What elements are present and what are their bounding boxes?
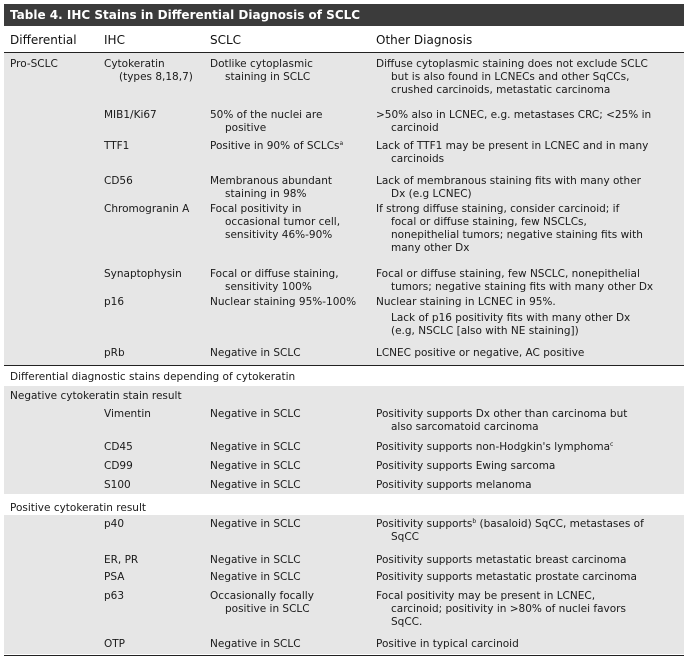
header-ihc: IHC	[104, 33, 125, 47]
sclc-cell: Negative in SCLC	[210, 518, 301, 530]
other-cell: Positivity supports metastatic prostate carcinoma	[376, 571, 637, 583]
other-cell: Lack of membranous staining fits with many other	[376, 175, 641, 187]
other-cell	[376, 518, 644, 531]
other-cell: focal or diffuse staining, few NSCLCs,	[391, 216, 587, 228]
header-differential: Differential	[10, 33, 77, 47]
sclc-cell: Negative in SCLC	[210, 554, 301, 566]
other-cell: Positivity supports Ewing sarcoma	[376, 460, 556, 472]
sclc-cell: positive in SCLC	[225, 603, 310, 615]
section-heading: Differential diagnostic stains depending of cytokeratin	[10, 371, 296, 383]
other-cell: tumors; negative staining fits with many other Dx	[391, 281, 654, 293]
ihc-cell: ER, PR	[104, 554, 139, 566]
other-cell: but is also found in LCNECs and other SqCCs,	[391, 71, 630, 83]
other-cell: nonepithelial tumors; negative staining fits with	[391, 229, 643, 241]
section-heading: Positive cytokeratin result	[10, 502, 146, 514]
other-cell: Positivity supports melanoma	[376, 479, 532, 491]
sclc-cell: Focal or diffuse staining,	[210, 268, 339, 280]
sclc-cell: Membranous abundant	[210, 175, 332, 187]
ihc-cell: MIB1/Ki67	[104, 109, 157, 121]
sclc-cell	[210, 140, 343, 153]
footnote-marker: a	[339, 140, 344, 147]
sclc-cell: sensitivity 100%	[225, 281, 312, 293]
other-cell: Lack of p16 positivity fits with many other Dx	[391, 312, 631, 324]
sclc-cell: Negative in SCLC	[210, 571, 301, 583]
table-number: Table 4.	[10, 8, 63, 22]
other-cell: SqCC	[391, 531, 419, 543]
other-cell: Focal positivity may be present in LCNEC,	[376, 590, 596, 602]
other-cell: carcinoid	[391, 122, 439, 134]
other-text: Positivity supports	[376, 518, 473, 530]
ihc-cell: OTP	[104, 638, 126, 650]
sclc-cell: Negative in SCLC	[210, 441, 301, 453]
sclc-cell: Nuclear staining 95%-100%	[210, 296, 357, 308]
other-cell: >50% also in LCNEC, e.g. metastases CRC; <25% in	[376, 109, 652, 121]
section-heading: Negative cytokeratin stain result	[10, 390, 182, 402]
positive-band	[4, 515, 684, 654]
ihc-cell: pRb	[104, 347, 125, 359]
other-cell: Focal or diffuse staining, few NSCLC, nonepithelial	[376, 268, 640, 280]
sclc-cell: Negative in SCLC	[210, 479, 301, 491]
ihc-cell: S100	[104, 479, 131, 491]
sclc-cell: sensitivity 46%-90%	[225, 229, 333, 241]
sclc-cell: Negative in SCLC	[210, 460, 301, 472]
table-title	[4, 4, 684, 26]
other-cell: also sarcomatoid carcinoma	[391, 421, 539, 433]
other-cell: Diffuse cytoplasmic staining does not exclude SCLC	[376, 58, 648, 70]
header-other-diagnosis: Other Diagnosis	[376, 33, 473, 47]
sclc-cell: 50% of the nuclei are	[210, 109, 323, 121]
bottom-rule	[4, 655, 684, 656]
other-cell: (e.g, NSCLC [also with NE staining])	[391, 325, 579, 337]
ihc-cell: Cytokeratin	[104, 58, 165, 70]
sclc-cell: Focal positivity in	[210, 203, 302, 215]
sclc-cell: Negative in SCLC	[210, 408, 301, 420]
sclc-cell: staining in SCLC	[225, 71, 311, 83]
group-label-pro-sclc: Pro-SCLC	[10, 58, 58, 70]
other-cell: Lack of TTF1 may be present in LCNEC and in many	[376, 140, 649, 152]
ihc-cell: PSA	[104, 571, 125, 583]
sclc-cell: Negative in SCLC	[210, 347, 301, 359]
sclc-text: Positive in 90% of SCLCs	[210, 140, 340, 152]
sclc-cell: Negative in SCLC	[210, 638, 301, 650]
table-header-row	[4, 26, 684, 53]
ihc-cell: p40	[104, 518, 125, 530]
header-sclc: SCLC	[210, 33, 242, 47]
divider	[4, 365, 684, 366]
ihc-cell: Synaptophysin	[104, 268, 182, 280]
table-title-text: IHC Stains in Differential Diagnosis of SCLC	[66, 8, 361, 22]
other-cell: If strong diffuse staining, consider carcinoid; if	[376, 203, 620, 215]
other-cell: SqCC.	[391, 616, 423, 628]
ihc-cell: p63	[104, 590, 125, 602]
sclc-cell: occasional tumor cell,	[225, 216, 341, 228]
footnote-marker: c	[610, 441, 614, 448]
other-cell: Positivity supports metastatic breast carcinoma	[376, 554, 627, 566]
ihc-cell: TTF1	[104, 140, 130, 152]
sclc-cell: Occasionally focally	[210, 590, 314, 602]
ihc-cell: Chromogranin A	[104, 203, 190, 215]
ihc-cell: (types 8,18,7)	[119, 71, 193, 83]
other-text: (basaloid) SqCC, metastases of	[476, 518, 644, 530]
other-cell: Positivity supports Dx other than carcinoma but	[376, 408, 628, 420]
other-cell	[376, 441, 613, 454]
other-cell: many other Dx	[391, 242, 470, 254]
ihc-cell: CD56	[104, 175, 133, 187]
other-cell: Nuclear staining in LCNEC in 95%.	[376, 296, 556, 308]
other-cell: LCNEC positive or negative, AC positive	[376, 347, 585, 359]
ihc-cell: CD99	[104, 460, 133, 472]
ihc-cell: p16	[104, 296, 125, 308]
other-cell: Positive in typical carcinoid	[376, 638, 519, 650]
other-text: Positivity supports non-Hodgkin's lymphoma	[376, 441, 611, 453]
other-cell: carcinoid; positivity in >80% of nuclei favors	[391, 603, 626, 615]
sclc-cell: staining in 98%	[225, 188, 307, 200]
other-cell: carcinoids	[391, 153, 445, 165]
ihc-cell: CD45	[104, 441, 133, 453]
other-cell: Dx (e.g LCNEC)	[391, 188, 472, 200]
sclc-cell: Dotlike cytoplasmic	[210, 58, 313, 70]
footnote-marker: b	[472, 518, 477, 525]
sclc-cell: positive	[225, 122, 267, 134]
other-cell: crushed carcinoids, metastatic carcinoma	[391, 84, 611, 96]
ihc-cell: Vimentin	[104, 408, 151, 420]
